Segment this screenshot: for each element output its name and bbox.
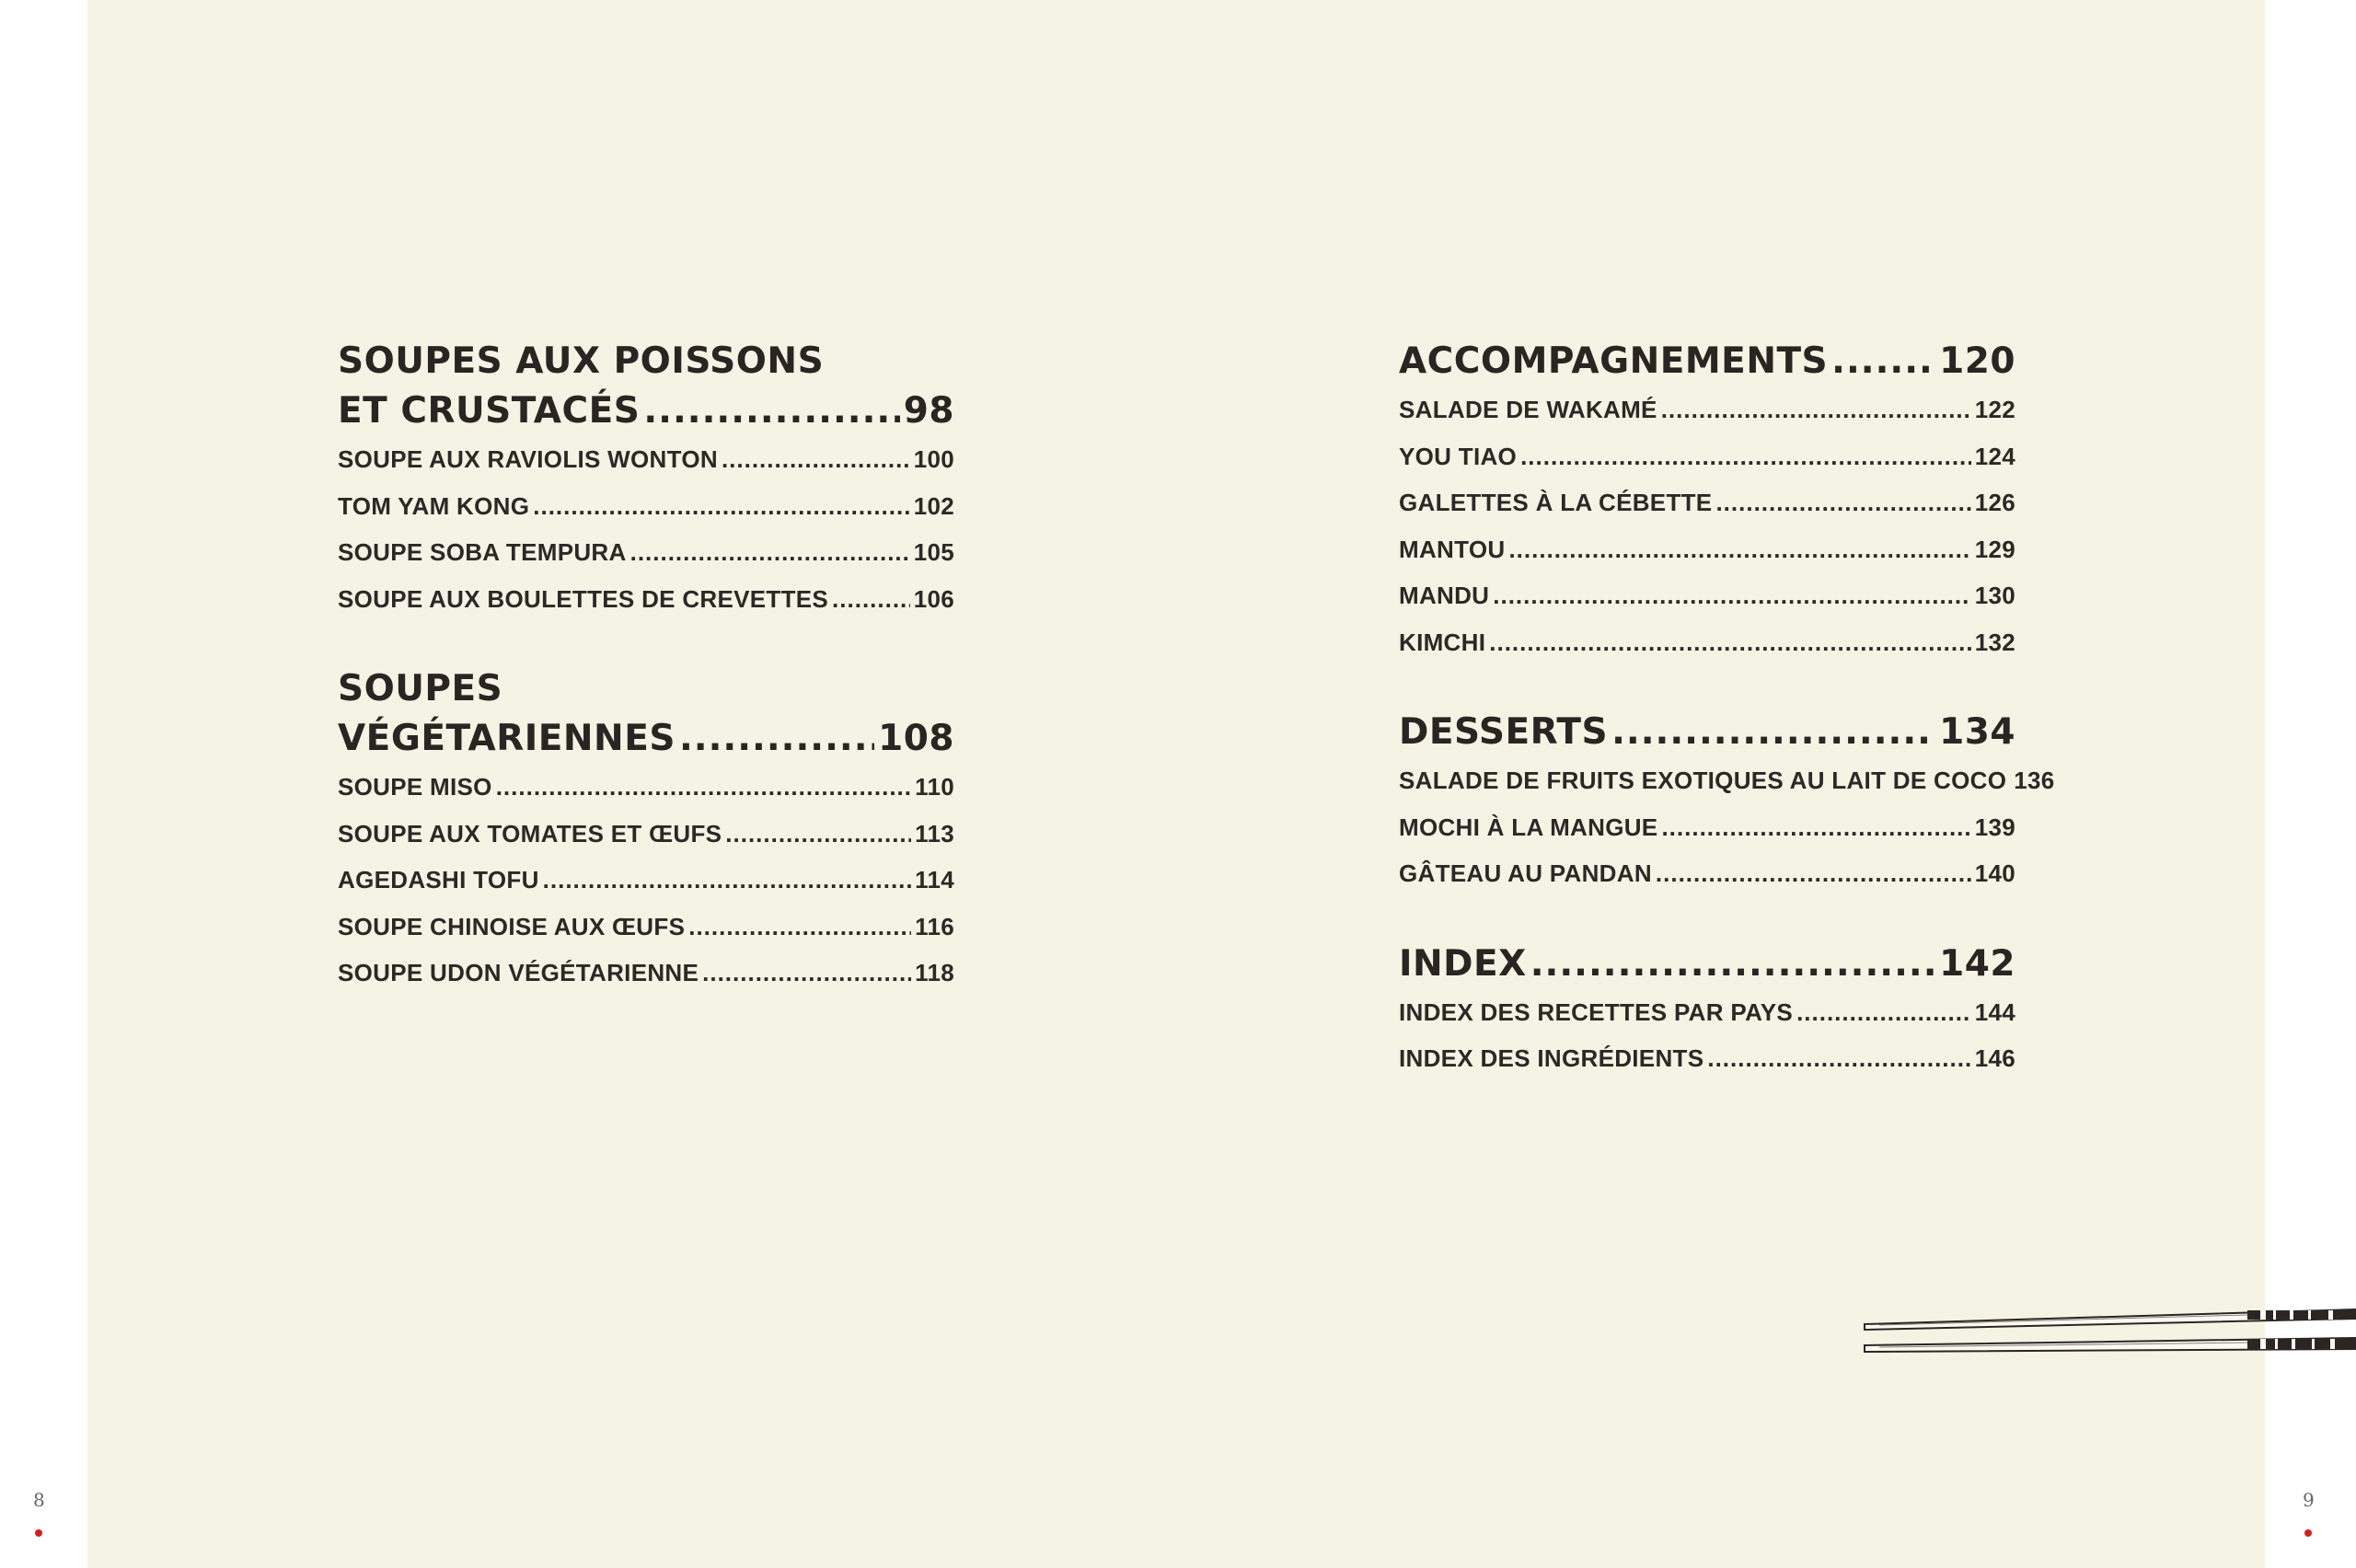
dot-leader bbox=[1656, 850, 1971, 897]
toc-entry[interactable] bbox=[1399, 757, 2055, 804]
entry-page-number: 102 bbox=[913, 491, 954, 520]
toc-right-column bbox=[1399, 337, 2055, 1124]
toc-entry[interactable] bbox=[1399, 804, 2015, 851]
toc-entry[interactable] bbox=[1399, 386, 2015, 433]
entry-label: MANDU bbox=[1399, 582, 1490, 609]
toc-entry[interactable] bbox=[1399, 572, 2015, 619]
entry-page-number: 126 bbox=[1974, 489, 2015, 516]
dot-leader bbox=[1520, 433, 1971, 480]
entry-page-number: 132 bbox=[1974, 628, 2015, 656]
entry-page-number: 140 bbox=[1974, 859, 2015, 887]
section-heading[interactable] bbox=[1399, 708, 2015, 757]
entry-label: MANTOU bbox=[1399, 535, 1506, 563]
entry-label: SOUPE SOBA TEMPURA bbox=[338, 538, 627, 566]
entry-page-number: 129 bbox=[1974, 535, 2015, 563]
section-page-number: 98 bbox=[903, 390, 954, 432]
entry-label: SOUPE AUX RAVIOLIS WONTON bbox=[338, 445, 718, 473]
entry-label: SOUPE CHINOISE AUX ŒUFS bbox=[338, 912, 686, 940]
section-page-number: 142 bbox=[1939, 942, 2015, 985]
dot-leader bbox=[725, 811, 911, 858]
entry-label: TOM YAM KONG bbox=[338, 491, 530, 520]
entry-label: GÂTEAU AU PANDAN bbox=[1399, 859, 1652, 887]
entry-label: SALADE DE WAKAMÉ bbox=[1399, 396, 1657, 423]
toc-entry[interactable] bbox=[338, 436, 954, 483]
dot-leader bbox=[1661, 804, 1970, 851]
entry-label: KIMCHI bbox=[1399, 628, 1486, 656]
toc-entry[interactable] bbox=[1399, 526, 2015, 573]
entry-page-number: 118 bbox=[915, 959, 954, 986]
entry-page-number: 124 bbox=[1974, 442, 2015, 470]
toc-entry[interactable] bbox=[338, 811, 954, 858]
entry-label: SOUPE AUX BOULETTES DE CREVETTES bbox=[338, 584, 829, 613]
toc-section bbox=[338, 337, 954, 622]
toc-entry[interactable] bbox=[338, 576, 954, 623]
entry-page-number: 113 bbox=[915, 819, 954, 847]
toc-entry[interactable] bbox=[338, 857, 954, 904]
dot-leader bbox=[1831, 337, 1935, 386]
dot-leader bbox=[1530, 940, 1935, 989]
chopstick-top bbox=[1865, 1309, 2356, 1330]
toc-entry[interactable] bbox=[338, 529, 954, 576]
entry-label: GALETTES À LA CÉBETTE bbox=[1399, 489, 1713, 516]
dot-leader bbox=[543, 857, 911, 904]
toc-entry[interactable] bbox=[1399, 619, 2015, 666]
entry-page-number: 116 bbox=[915, 912, 954, 940]
section-heading[interactable] bbox=[1399, 337, 2015, 386]
dot-leader bbox=[630, 529, 910, 576]
dot-leader bbox=[496, 764, 911, 811]
dot-leader bbox=[1611, 708, 1935, 757]
toc-entry[interactable] bbox=[338, 483, 954, 530]
dot-leader bbox=[702, 950, 911, 997]
toc-left-column bbox=[338, 337, 954, 1039]
entry-label: SOUPE AUX TOMATES ET ŒUFS bbox=[338, 819, 722, 847]
toc-entry[interactable] bbox=[338, 764, 954, 811]
entry-page-number: 146 bbox=[1974, 1044, 2015, 1072]
entry-label: AGEDASHI TOFU bbox=[338, 866, 539, 894]
dot-leader bbox=[832, 576, 910, 623]
chopsticks-icon bbox=[1861, 1305, 2356, 1362]
page-number-left: 8 bbox=[33, 1489, 45, 1511]
entry-label: SALADE DE FRUITS EXOTIQUES AU LAIT DE COCO bbox=[1399, 767, 2007, 794]
dot-leader bbox=[1796, 989, 1971, 1036]
entry-page-number: 110 bbox=[915, 773, 954, 801]
dot-leader bbox=[1508, 526, 1970, 573]
section-title-line: SOUPES bbox=[338, 668, 503, 709]
dot-leader bbox=[688, 904, 911, 951]
section-title-line: SOUPES AUX POISSONS bbox=[338, 340, 825, 382]
entry-page-number: 136 bbox=[2014, 767, 2055, 794]
entry-label: YOU TIAO bbox=[1399, 442, 1518, 470]
entry-label: MOCHI À LA MANGUE bbox=[1399, 813, 1658, 841]
entry-page-number: 130 bbox=[1974, 582, 2015, 609]
dot-leader bbox=[1493, 572, 1970, 619]
section-title-line: INDEX bbox=[1399, 942, 1527, 985]
dot-leader bbox=[722, 436, 910, 483]
section-page-number: 120 bbox=[1939, 340, 2015, 382]
entry-page-number: 106 bbox=[913, 584, 954, 613]
section-title-line: VÉGÉTARIENNES bbox=[338, 718, 676, 759]
section-heading[interactable] bbox=[338, 337, 954, 436]
entry-label: SOUPE UDON VÉGÉTARIENNE bbox=[338, 959, 699, 986]
dot-leader bbox=[1715, 479, 1970, 526]
dot-leader bbox=[679, 714, 874, 764]
section-page-number: 108 bbox=[878, 718, 954, 759]
entry-page-number: 144 bbox=[1974, 997, 2015, 1026]
section-title-line: DESSERTS bbox=[1399, 711, 1609, 753]
section-heading[interactable] bbox=[338, 664, 954, 764]
entry-label: SOUPE MISO bbox=[338, 773, 492, 801]
entry-page-number: 114 bbox=[915, 866, 954, 894]
toc-section bbox=[338, 664, 954, 997]
entry-page-number: 100 bbox=[913, 445, 954, 473]
toc-entry[interactable] bbox=[1399, 989, 2015, 1036]
toc-entry[interactable] bbox=[338, 904, 954, 951]
toc-section bbox=[1399, 337, 2015, 665]
entry-label: INDEX DES RECETTES PAR PAYS bbox=[1399, 997, 1794, 1026]
entry-label: INDEX DES INGRÉDIENTS bbox=[1399, 1044, 1704, 1072]
chopstick-bottom bbox=[1865, 1338, 2356, 1352]
toc-entry[interactable] bbox=[1399, 433, 2015, 480]
dot-leader bbox=[643, 386, 899, 436]
section-title-line: ET CRUSTACÉS bbox=[338, 390, 641, 432]
dot-leader bbox=[1489, 619, 1970, 666]
dot-leader bbox=[533, 483, 909, 530]
dot-leader bbox=[1707, 1035, 1970, 1082]
toc-entry[interactable] bbox=[1399, 479, 2015, 526]
section-page-number: 134 bbox=[1939, 711, 2015, 753]
entry-page-number: 122 bbox=[1974, 396, 2015, 423]
toc-section bbox=[1399, 940, 2015, 1082]
red-dot-right bbox=[2304, 1529, 2312, 1537]
toc-entry[interactable] bbox=[1399, 1035, 2015, 1082]
section-title-line: ACCOMPAGNEMENTS bbox=[1399, 340, 1829, 382]
page-number-right: 9 bbox=[2303, 1489, 2315, 1511]
dot-leader bbox=[1661, 386, 1971, 433]
toc-entry[interactable] bbox=[1399, 850, 2015, 897]
entry-page-number: 139 bbox=[1974, 813, 2015, 841]
red-dot-left bbox=[35, 1529, 42, 1537]
section-heading[interactable] bbox=[1399, 940, 2015, 989]
entry-page-number: 105 bbox=[913, 538, 954, 566]
toc-entry[interactable] bbox=[338, 950, 954, 997]
toc-section bbox=[1399, 708, 2055, 897]
